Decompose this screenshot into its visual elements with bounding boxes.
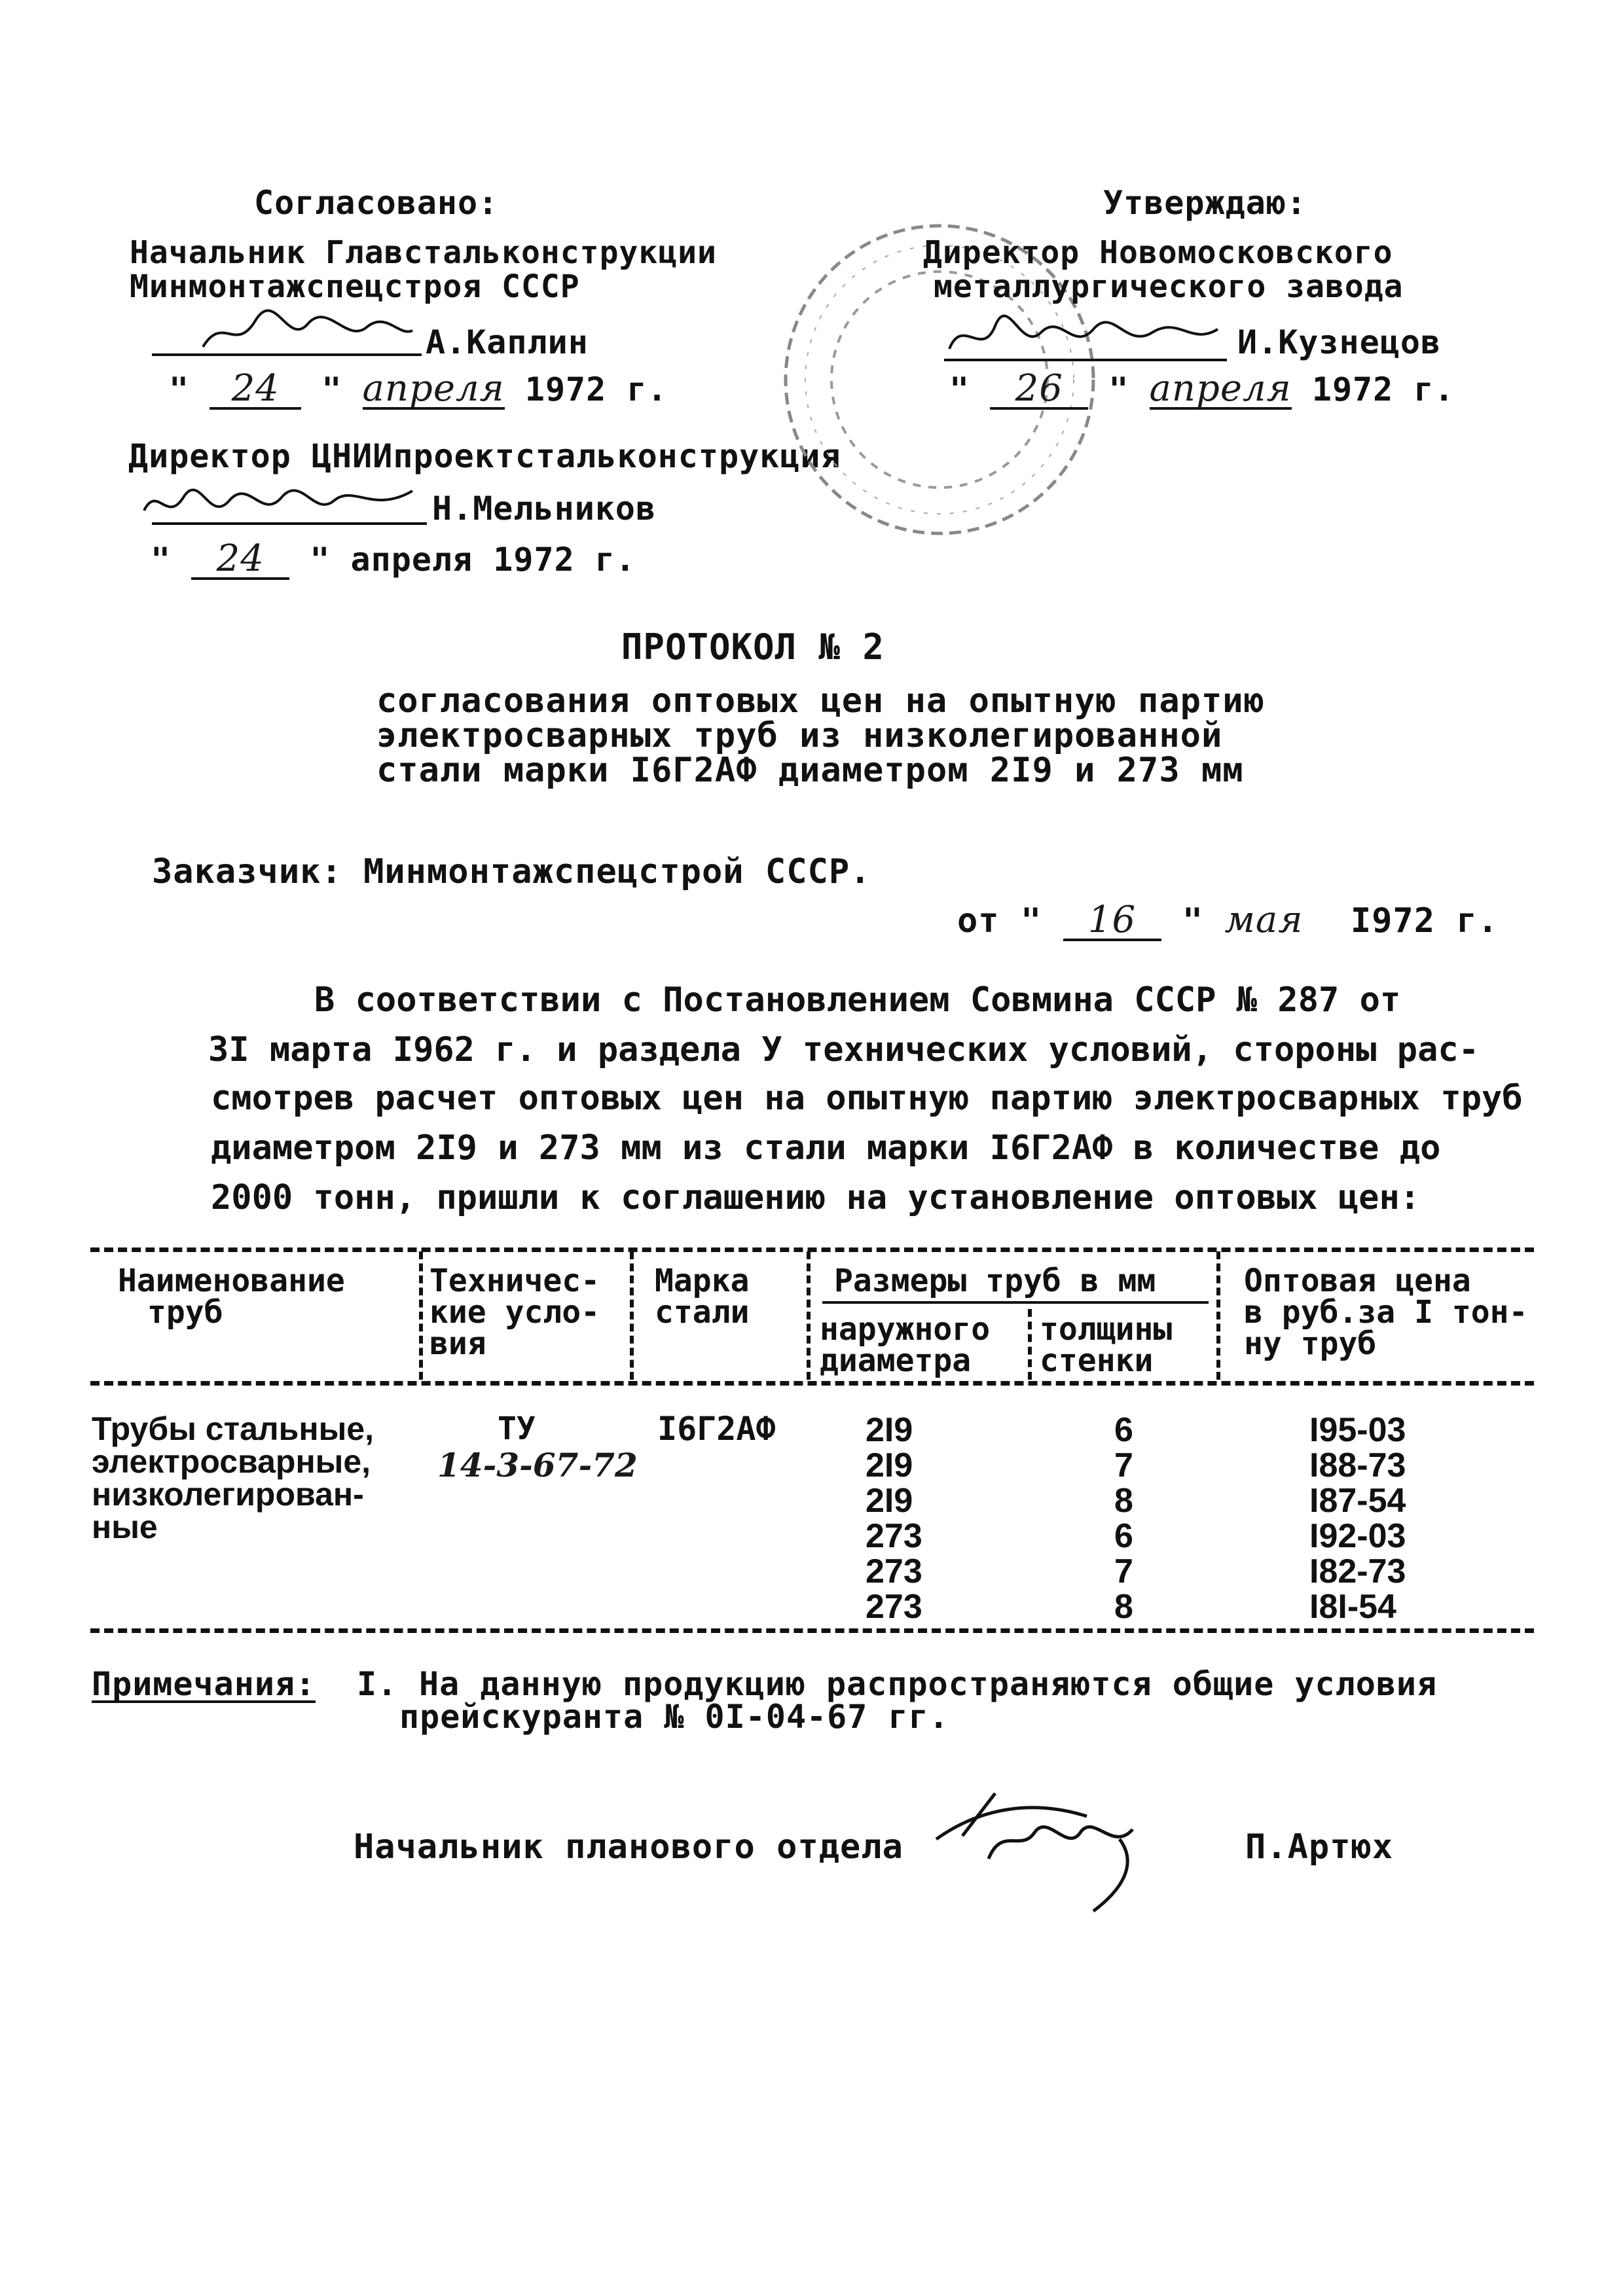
body-line4: диаметром 2I9 и 273 мм из стали марки I6Г2АФ в количестве до: [211, 1128, 1441, 1168]
row-wall: 8: [1114, 1588, 1133, 1626]
customer-line: Заказчик: Минмонтажспецстрой СССР.: [152, 852, 871, 891]
protocol-date-day: 16: [1063, 902, 1161, 941]
approval-right-month: апреля: [1149, 367, 1292, 410]
row-price: I92-03: [1309, 1517, 1406, 1555]
approval-left-title-line2: Минмонтажспецстроя СССР: [130, 268, 580, 305]
handwritten-signature-artyukh: [923, 1780, 1185, 1924]
table-divider: [419, 1251, 423, 1380]
row-wall: 8: [1114, 1482, 1133, 1520]
tech-conditions-code: ТУ: [498, 1410, 536, 1447]
signature-line-right: [944, 359, 1227, 361]
header-outer-line2: диаметра: [820, 1342, 972, 1379]
header-price-line2: в руб.за I тон-: [1244, 1294, 1528, 1331]
row-diameter: 2I9: [866, 1411, 913, 1449]
header-sizes: Размеры труб в мм: [834, 1263, 1156, 1299]
approval-left-heading: Согласовано:: [254, 184, 499, 222]
approval-left-date: " 24 " апреля 1972 г.: [169, 367, 668, 410]
header-tech-line3: вия: [429, 1325, 486, 1362]
header-grade-line1: Марка: [655, 1263, 750, 1299]
director-date-rest: апреля 1972 г.: [350, 541, 636, 579]
header-name-line2: труб: [147, 1294, 223, 1331]
title-line2: электросварных труб из низколегированной: [376, 716, 1223, 755]
protocol-date-year: I972 г.: [1350, 901, 1499, 941]
row-price: I8I-54: [1309, 1588, 1396, 1626]
tech-conditions-number: 14-3-67-72: [437, 1446, 638, 1484]
signature-line-director: [152, 522, 427, 525]
approval-right-title-line1: Директор Новомосковского: [923, 234, 1393, 271]
header-grade-line2: стали: [655, 1294, 750, 1331]
handwritten-signature-kaplin: [196, 308, 419, 360]
header-name-line1: Наименование: [118, 1263, 345, 1299]
title-line1: согласования оптовых цен на опытную партию: [376, 681, 1265, 721]
row-diameter: 273: [866, 1517, 922, 1555]
approval-left-name: А.Каплин: [426, 323, 589, 361]
protocol-title: ПРОТОКОЛ № 2: [621, 626, 885, 668]
row-wall: 7: [1114, 1552, 1133, 1590]
body-line2: 3I марта I962 г. и раздела У технических условий, стороны рас-: [208, 1030, 1480, 1069]
table-top-rule: [90, 1247, 1534, 1252]
table-header-rule: [90, 1381, 1534, 1386]
row-wall: 6: [1114, 1517, 1133, 1555]
row-price: I88-73: [1309, 1446, 1406, 1484]
header-wall-line1: толщины: [1040, 1311, 1173, 1348]
header-price-line3: ну труб: [1244, 1325, 1377, 1362]
row-wall: 6: [1114, 1411, 1133, 1449]
header-tech-line2: кие усло-: [429, 1294, 600, 1331]
approval-right-title-line2: металлургического завода: [934, 268, 1404, 305]
header-price-line1: Оптовая цена: [1244, 1263, 1471, 1299]
director-name: Н.Мельников: [432, 490, 657, 528]
table-divider: [1216, 1251, 1220, 1380]
approval-right-day: 26: [990, 370, 1088, 410]
row-diameter: 273: [866, 1552, 922, 1590]
approval-right-name: И.Кузнецов: [1237, 323, 1442, 361]
body-line3: смотрев расчет оптовых цен на опытную партию электросварных труб: [211, 1079, 1523, 1118]
header-wall-line2: стенки: [1040, 1342, 1154, 1379]
sizes-underline: [822, 1301, 1209, 1304]
notes-line2: прейскуранта № 0I-04-67 гг.: [399, 1698, 949, 1736]
header-outer-line1: наружного: [820, 1311, 991, 1348]
approval-left-year: 1972 г.: [524, 370, 668, 408]
row-diameter: 273: [866, 1588, 922, 1626]
footer-name: П.Артюх: [1245, 1827, 1394, 1867]
footer-title: Начальник планового отдела: [354, 1827, 903, 1867]
body-line5: 2000 тонн, пришли к соглашению на установление оптовых цен:: [211, 1178, 1421, 1217]
approval-right-heading: Утверждаю:: [1103, 184, 1307, 222]
approval-left-month: апреля: [362, 367, 505, 410]
notes-line1: На данную продукцию распространяются общие условия: [419, 1665, 1438, 1703]
director-title: Директор ЦНИИпроектстальконструкция: [128, 437, 841, 475]
pipe-name-line4: ные: [92, 1509, 158, 1545]
pipe-name-line1: Трубы стальные,: [92, 1410, 374, 1447]
body-line1: В соответствии с Постановлением Совмина СССР № 287 от: [314, 980, 1401, 1020]
approval-right-year: 1972 г.: [1311, 370, 1455, 408]
row-diameter: 2I9: [866, 1446, 913, 1484]
header-tech-line1: Техничес-: [429, 1263, 600, 1299]
pipe-name-line3: низколегирован-: [92, 1476, 364, 1513]
row-price: I95-03: [1309, 1411, 1406, 1449]
row-price: I82-73: [1309, 1552, 1406, 1590]
protocol-date: от " 16 " мая I972 г.: [957, 899, 1499, 941]
protocol-date-month: мая: [1224, 899, 1304, 941]
approval-left-title-line1: Начальник Главстальконструкции: [130, 234, 717, 271]
notes-label: Примечания:: [92, 1665, 316, 1703]
notes-number: I.: [357, 1665, 398, 1703]
approval-right-date: " 26 " апреля 1972 г.: [949, 367, 1455, 410]
table-divider: [1028, 1309, 1032, 1380]
steel-grade: I6Г2АФ: [657, 1410, 776, 1448]
table-bottom-rule: [90, 1628, 1534, 1633]
approval-left-day: 24: [210, 370, 301, 410]
pipe-name-line2: электросварные,: [92, 1443, 371, 1480]
protocol-date-prefix: от: [957, 901, 1000, 941]
handwritten-signature-kuznetsov: [943, 313, 1224, 365]
table-divider: [807, 1251, 811, 1380]
title-line3: стали марки I6Г2АФ диаметром 2I9 и 273 мм: [376, 751, 1244, 790]
table-divider: [630, 1251, 634, 1380]
director-day: 24: [191, 541, 289, 580]
director-date: " 24 " апреля 1972 г.: [151, 537, 636, 580]
row-wall: 7: [1114, 1446, 1133, 1484]
row-price: I87-54: [1309, 1482, 1406, 1520]
row-diameter: 2I9: [866, 1482, 913, 1520]
